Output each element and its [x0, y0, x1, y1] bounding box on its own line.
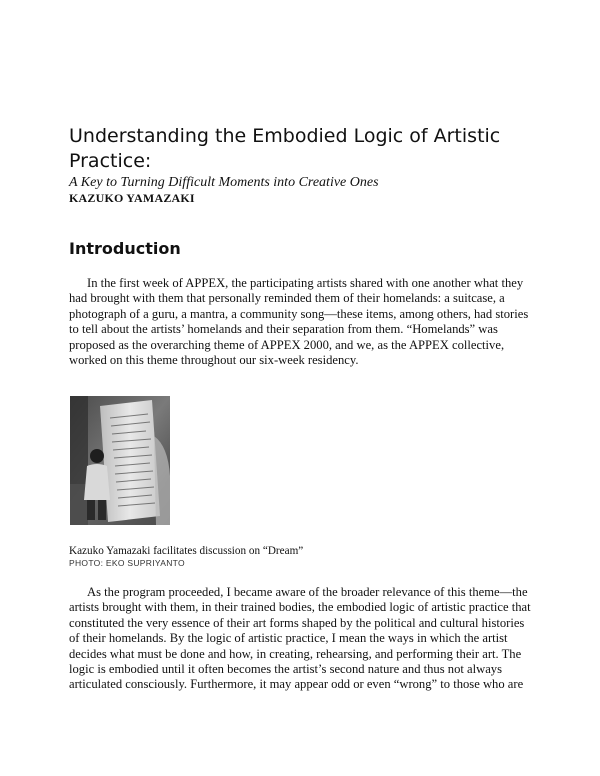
body-paragraph: In the first week of APPEX, the participating artists shared with one another what they had brought with them that personally reminded them of their homelands: a suitcase, a photograph of a guru, a mantra, a community song—these items, among others, had stories to tell about the artists’ homelands and their separation from them. “Homelands” was proposed as the overarching theme of APPEX 2000, and we, as the APPEX collective, worked on this theme throughout our six-week residency.	[69, 276, 529, 368]
photo-credit: PHOTO: EKO SUPRIYANTO	[69, 558, 185, 568]
body-paragraph: As the program proceeded, I became aware of the broader relevance of this theme—the artists brought with them, in their trained bodies, the embodied logic of artistic practice that constituted the very essence of their art forms shaped by the political and cultural histories of their homelands. By the logic of artistic practice, I mean the ways in which the artist decides what must be done and how, in creating, rehearsing, and performing their art. The logic is embodied until it often becomes the artist’s second nature and thus not always articulated consciously. Furthermore, it may appear odd or even “wrong” to those who are	[69, 585, 531, 692]
author-name: KAZUKO YAMAZAKI	[69, 191, 195, 205]
section-heading: Introduction	[69, 239, 181, 258]
article-subtitle: A Key to Turning Difficult Moments into Creative Ones	[69, 175, 379, 190]
article-title: Understanding the Embodied Logic of Artistic Practice:	[69, 125, 501, 172]
photo-image	[70, 396, 170, 525]
photo	[70, 396, 170, 525]
photo-caption: Kazuko Yamazaki facilitates discussion on “Dream”	[69, 545, 304, 557]
